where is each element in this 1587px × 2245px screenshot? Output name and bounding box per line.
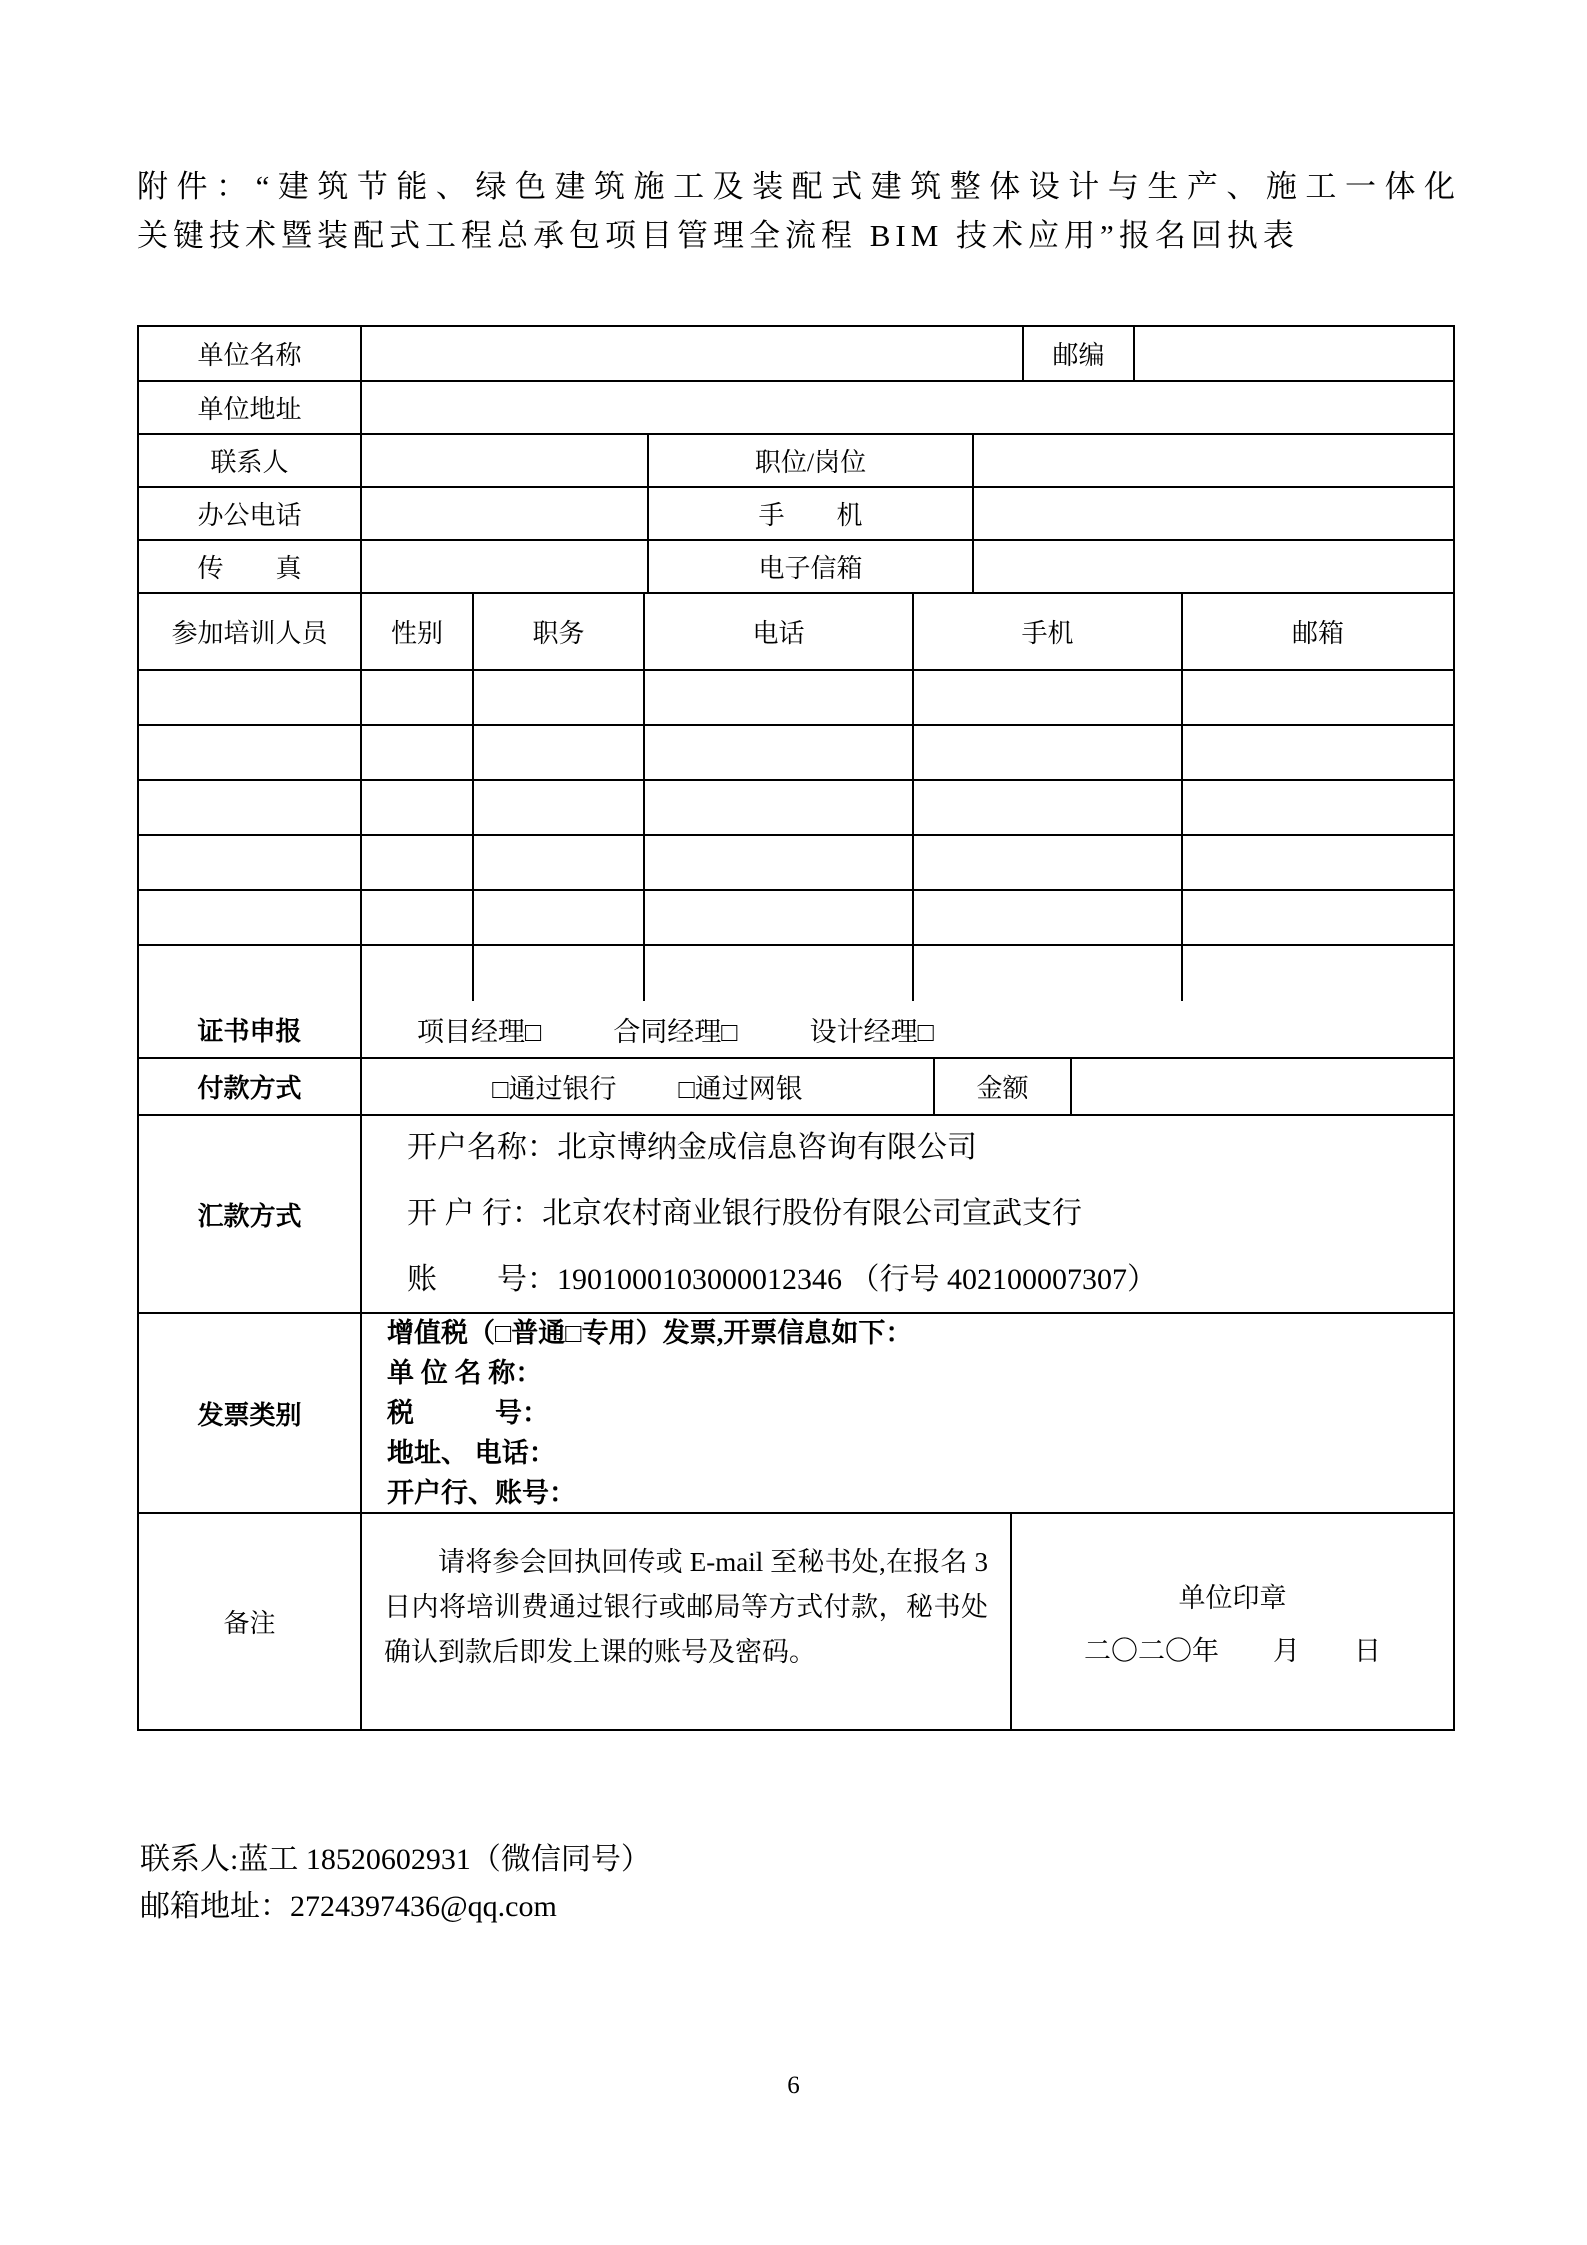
participant-cell: [362, 836, 474, 889]
remittance-info-cell: [362, 1116, 1453, 1312]
participant-cell: [139, 946, 362, 1001]
participants-label: 参加培训人员: [139, 594, 362, 669]
attachment-title: [137, 162, 1455, 260]
certificate-option-project-manager: 项目经理□: [417, 1016, 542, 1047]
participant-cell: [474, 891, 645, 944]
row-contact: [139, 435, 1453, 488]
participant-row: [139, 671, 1453, 726]
participant-cell: [914, 836, 1183, 889]
participant-cell: [645, 671, 914, 724]
unit-name-value-cell: [362, 327, 1024, 380]
certificate-options-cell: [362, 1001, 1453, 1057]
participant-row: [139, 726, 1453, 781]
attachment-title-line1: 附件：“建筑节能、绿色建筑施工及装配式建筑整体设计与生产、施工一体化: [137, 169, 1455, 204]
remark-text: 请将参会回执回传或 E-mail 至秘书处,在报名 3 日内将培训费通过银行或邮局等方式付款，秘书处确认到款后即发上课的账号及密码。: [362, 1514, 1012, 1729]
participant-cell: [474, 671, 645, 724]
mobile-label: 手 机: [649, 488, 974, 539]
certificate-option-contract-manager: 合同经理□: [613, 1016, 738, 1047]
remittance-account-number: 账 号：1901000103000012346 （行号 402100007307）: [407, 1263, 1157, 1296]
footer-contact-line: 联系人:蓝工 18520602931（微信同号）: [140, 1843, 651, 1876]
participant-cell: [139, 781, 362, 834]
email-label: 电子信箱: [649, 541, 974, 592]
row-invoice: [139, 1314, 1453, 1514]
remittance-label: 汇款方式: [139, 1116, 362, 1312]
mobile-value-cell: [974, 488, 1453, 539]
participant-cell: [645, 781, 914, 834]
registration-form-table: [137, 325, 1455, 1731]
participant-cell: [914, 726, 1183, 779]
participant-cell: [645, 946, 914, 1001]
contact-label: 联系人: [139, 435, 362, 486]
footer-contact-block: [140, 1836, 651, 1930]
row-participants-header: [139, 594, 1453, 671]
invoice-unit-name-line: 单 位 名 称：: [387, 1358, 543, 1388]
payment-option-bank: □通过银行: [492, 1074, 617, 1104]
row-remark: [139, 1514, 1453, 1729]
seal-date-line: 二〇二〇年 月 日: [1084, 1635, 1381, 1666]
participant-row: [139, 836, 1453, 891]
fax-value-cell: [362, 541, 649, 592]
seal-label: 单位印章: [1178, 1582, 1287, 1613]
fax-label: 传 真: [139, 541, 362, 592]
participant-cell: [139, 891, 362, 944]
unit-address-label: 单位地址: [139, 382, 362, 433]
office-phone-value-cell: [362, 488, 649, 539]
postal-code-value-cell: [1135, 327, 1453, 380]
seal-cell: [1012, 1514, 1453, 1729]
row-certificate: [139, 1001, 1453, 1059]
row-payment: [139, 1059, 1453, 1116]
remark-label: 备注: [139, 1514, 362, 1729]
office-phone-label: 办公电话: [139, 488, 362, 539]
participant-cell: [362, 946, 474, 1001]
participant-cell: [474, 781, 645, 834]
row-office-phone: [139, 488, 1453, 541]
participant-cell: [645, 891, 914, 944]
row-fax: [139, 541, 1453, 594]
participants-empty-rows: [139, 671, 1453, 1001]
col-duty-label: 职务: [474, 594, 645, 669]
participant-cell: [1183, 781, 1453, 834]
participant-cell: [362, 726, 474, 779]
participant-cell: [914, 671, 1183, 724]
unit-address-value-cell: [362, 382, 1453, 433]
participant-cell: [1183, 671, 1453, 724]
position-label: 职位/岗位: [649, 435, 974, 486]
col-gender-label: 性别: [362, 594, 474, 669]
participant-cell: [139, 671, 362, 724]
invoice-label: 发票类别: [139, 1314, 362, 1512]
participant-row: [139, 891, 1453, 946]
amount-value-cell: [1072, 1059, 1453, 1114]
remittance-bank: 开 户 行：北京农村商业银行股份有限公司宣武支行: [407, 1197, 1082, 1230]
participant-cell: [1183, 946, 1453, 1001]
participant-cell: [1183, 726, 1453, 779]
participant-cell: [474, 946, 645, 1001]
certificate-option-design-manager: 设计经理□: [809, 1016, 934, 1047]
participant-cell: [362, 781, 474, 834]
participant-cell: [914, 891, 1183, 944]
invoice-tax-number-line: 税 号：: [387, 1398, 549, 1428]
payment-label: 付款方式: [139, 1059, 362, 1114]
participant-cell: [1183, 836, 1453, 889]
payment-option-ebank: □通过网银: [678, 1074, 803, 1104]
participant-cell: [474, 836, 645, 889]
page-number: 6: [787, 2072, 800, 2099]
invoice-bank-account-line: 开户行、账号：: [387, 1478, 576, 1508]
unit-name-label: 单位名称: [139, 327, 362, 380]
invoice-type-line: 增值税（□普通□专用）发票,开票信息如下：: [387, 1318, 913, 1348]
participant-cell: [645, 726, 914, 779]
email-value-cell: [974, 541, 1453, 592]
col-phone-label: 电话: [645, 594, 914, 669]
col-email-label: 邮箱: [1291, 619, 1344, 648]
postal-code-label: 邮编: [1024, 327, 1135, 380]
footer-email-line: 邮箱地址：2724397436@qq.com: [140, 1890, 557, 1923]
participant-cell: [914, 781, 1183, 834]
participant-cell: [362, 671, 474, 724]
participant-cell: [362, 891, 474, 944]
participant-cell: [914, 946, 1183, 1001]
row-unit-name: [139, 327, 1453, 382]
participant-cell: [139, 726, 362, 779]
certificate-label: 证书申报: [139, 1001, 362, 1057]
participant-cell: [1183, 891, 1453, 944]
participant-cell: [474, 726, 645, 779]
col-mobile-label: 手机: [914, 594, 1183, 669]
position-value-cell: [974, 435, 1453, 486]
amount-label: 金额: [935, 1059, 1072, 1114]
attachment-title-line2: 关键技术暨装配式工程总承包项目管理全流程 BIM 技术应用”报名回执表: [137, 218, 1299, 253]
invoice-info-cell: [362, 1314, 1453, 1512]
participant-cell: [645, 836, 914, 889]
row-unit-address: [139, 382, 1453, 435]
invoice-address-phone-line: 地址、 电话：: [387, 1438, 556, 1468]
row-remittance: [139, 1116, 1453, 1314]
remittance-account-name: 开户名称：北京博纳金成信息咨询有限公司: [407, 1131, 977, 1164]
participant-row: [139, 946, 1453, 1001]
participant-row: [139, 781, 1453, 836]
contact-value-cell: [362, 435, 649, 486]
payment-options-cell: [362, 1059, 935, 1114]
participant-cell: [139, 836, 362, 889]
